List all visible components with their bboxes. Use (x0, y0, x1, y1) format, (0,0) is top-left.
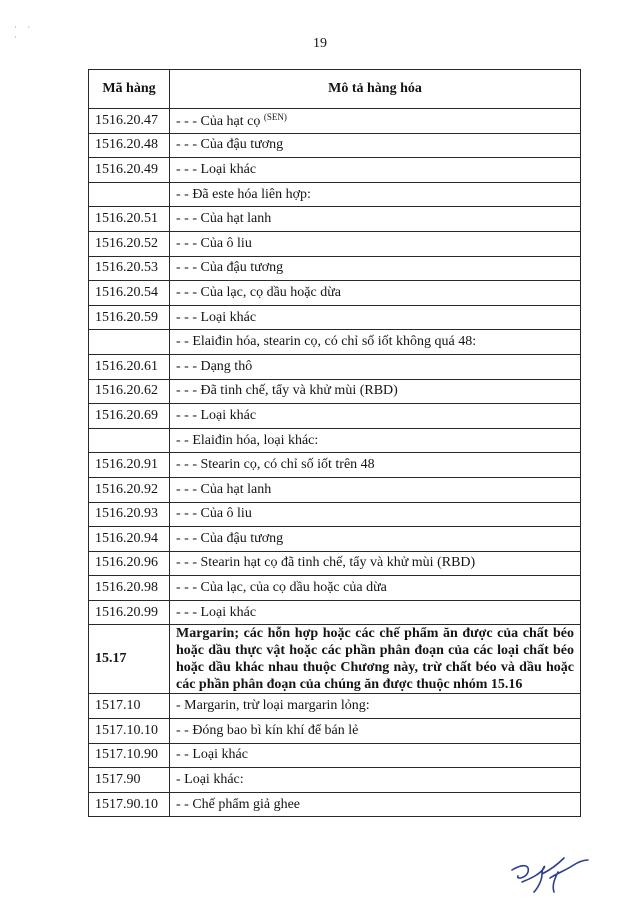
description-text: - - - Stearin cọ, có chỉ số iốt trên 48 (176, 457, 375, 473)
table-row (89, 527, 581, 552)
table-row (89, 502, 581, 527)
table-row (89, 625, 581, 694)
code-cell (89, 182, 170, 207)
description-cell (170, 379, 581, 404)
table-row (89, 256, 581, 281)
code-cell (89, 428, 170, 453)
scan-specks: · · · (14, 22, 35, 42)
table-row (89, 133, 581, 158)
table-row (89, 182, 581, 207)
code-cell: 1517.10 (89, 694, 170, 719)
table-row (89, 792, 581, 817)
description-cell (170, 231, 581, 256)
code-cell: 1516.20.48 (89, 133, 170, 158)
description-text: - - - Loại khác (176, 407, 257, 423)
code-cell: 1516.20.91 (89, 453, 170, 478)
table-row (89, 600, 581, 625)
code-cell: 1516.20.62 (89, 379, 170, 404)
description-text: - - Đã este hóa liên hợp: (176, 186, 311, 202)
table-row (89, 477, 581, 502)
header-code: Mã hàng (89, 70, 170, 109)
table-row (89, 743, 581, 768)
table-header-row (89, 70, 581, 109)
description-text: - Loại khác: (176, 772, 244, 788)
description-cell (170, 158, 581, 183)
table-row (89, 207, 581, 232)
description-text: - - Elaiđin hóa, loại khác: (176, 432, 319, 448)
description-text: - - - Đã tinh chế, tẩy và khử mùi (RBD) (176, 383, 398, 399)
description-text: - - - Của ô liu (176, 235, 252, 251)
code-cell: 1516.20.92 (89, 477, 170, 502)
description-cell (170, 792, 581, 817)
description-text: - - - Của lạc, cọ dầu hoặc dừa (176, 284, 342, 300)
description-cell (170, 576, 581, 601)
table-row (89, 551, 581, 576)
description-text: - - - Của hạt lanh (176, 211, 272, 227)
page-number: 19 (313, 36, 327, 51)
description-text: - - Loại khác (176, 747, 248, 763)
header-description: Mô tả hàng hóa (170, 70, 581, 109)
description-cell (170, 428, 581, 453)
description-text: - - - Dạng thô (176, 358, 253, 374)
tariff-table (88, 69, 581, 817)
code-cell: 1516.20.61 (89, 354, 170, 379)
description-cell (170, 354, 581, 379)
code-cell: 1516.20.93 (89, 502, 170, 527)
description-cell (170, 281, 581, 306)
table-row (89, 354, 581, 379)
description-cell (170, 330, 581, 355)
code-cell: 1516.20.52 (89, 231, 170, 256)
description-cell (170, 305, 581, 330)
table-row (89, 305, 581, 330)
description-cell (170, 551, 581, 576)
code-cell: 1517.10.90 (89, 743, 170, 768)
code-cell: 1516.20.69 (89, 404, 170, 429)
code-cell: 1516.20.98 (89, 576, 170, 601)
code-cell: 1516.20.47 (89, 109, 170, 134)
table-row (89, 768, 581, 793)
table-row (89, 719, 581, 744)
description-cell (170, 133, 581, 158)
code-cell: 1516.20.54 (89, 281, 170, 306)
description-text: - - - Của đậu tương (176, 137, 284, 153)
code-cell: 1516.20.99 (89, 600, 170, 625)
description-text: - - Chế phẩm giả ghee (176, 796, 301, 812)
description-cell (170, 477, 581, 502)
description-text: Margarin; các hỗn hợp hoặc các chế phẩm ăn được của chất béo hoặc dầu thực vật hoặc các phần phân đoạn của các loại chất béo hoặc dầu khác nhau thuộc Chương này, trừ chất béo và dầu hoặc các phần phân đoạn của chúng ăn được thuộc nhóm 15.16 (176, 626, 574, 693)
description-text: - - - Của hạt cọ (176, 113, 261, 129)
description-text: - - - Của đậu tương (176, 530, 284, 546)
description-cell (170, 404, 581, 429)
code-cell: 1516.20.94 (89, 527, 170, 552)
description-cell (170, 256, 581, 281)
table-row (89, 404, 581, 429)
table-row (89, 231, 581, 256)
table-row (89, 330, 581, 355)
code-cell: 1516.20.51 (89, 207, 170, 232)
description-cell (170, 502, 581, 527)
description-text: - - - Loại khác (176, 309, 257, 325)
table-row (89, 428, 581, 453)
code-cell: 1516.20.59 (89, 305, 170, 330)
description-text: - - - Của ô liu (176, 506, 252, 522)
description-cell (170, 694, 581, 719)
table-row (89, 379, 581, 404)
description-cell (170, 719, 581, 744)
signature (508, 852, 590, 896)
table-row (89, 694, 581, 719)
code-cell (89, 330, 170, 355)
table-row (89, 453, 581, 478)
table-row (89, 576, 581, 601)
description-text: - - - Của hạt lanh (176, 481, 272, 497)
description-cell (170, 527, 581, 552)
description-text: - Margarin, trừ loại margarin lỏng: (176, 698, 370, 714)
description-cell (170, 182, 581, 207)
description-text: - - Đóng bao bì kín khí để bán lẻ (176, 722, 359, 738)
description-cell (170, 453, 581, 478)
code-cell: 1517.10.10 (89, 719, 170, 744)
code-cell: 1517.90 (89, 768, 170, 793)
description-text: - - - Của đậu tương (176, 260, 284, 276)
description-cell (170, 207, 581, 232)
description-text: - - Elaiđin hóa, stearin cọ, có chỉ số iốt không quá 48: (176, 334, 477, 350)
description-cell (170, 625, 581, 694)
code-cell: 1516.20.53 (89, 256, 170, 281)
table-row (89, 281, 581, 306)
description-text: - - - Stearin hạt cọ đã tinh chế, tẩy và khử mùi (RBD) (176, 555, 476, 571)
description-text: - - - Loại khác (176, 604, 257, 620)
superscript-note: (SEN) (263, 111, 287, 122)
description-cell (170, 600, 581, 625)
description-text: - - - Của lạc, của cọ dầu hoặc của dừa (176, 580, 387, 596)
code-cell: 15.17 (89, 625, 170, 694)
description-text: - - - Loại khác (176, 161, 257, 177)
table-row (89, 109, 581, 134)
code-cell: 1516.20.49 (89, 158, 170, 183)
description-cell (170, 743, 581, 768)
code-cell: 1517.90.10 (89, 792, 170, 817)
description-cell (170, 768, 581, 793)
code-cell: 1516.20.96 (89, 551, 170, 576)
table-row (89, 158, 581, 183)
description-cell (170, 109, 581, 134)
